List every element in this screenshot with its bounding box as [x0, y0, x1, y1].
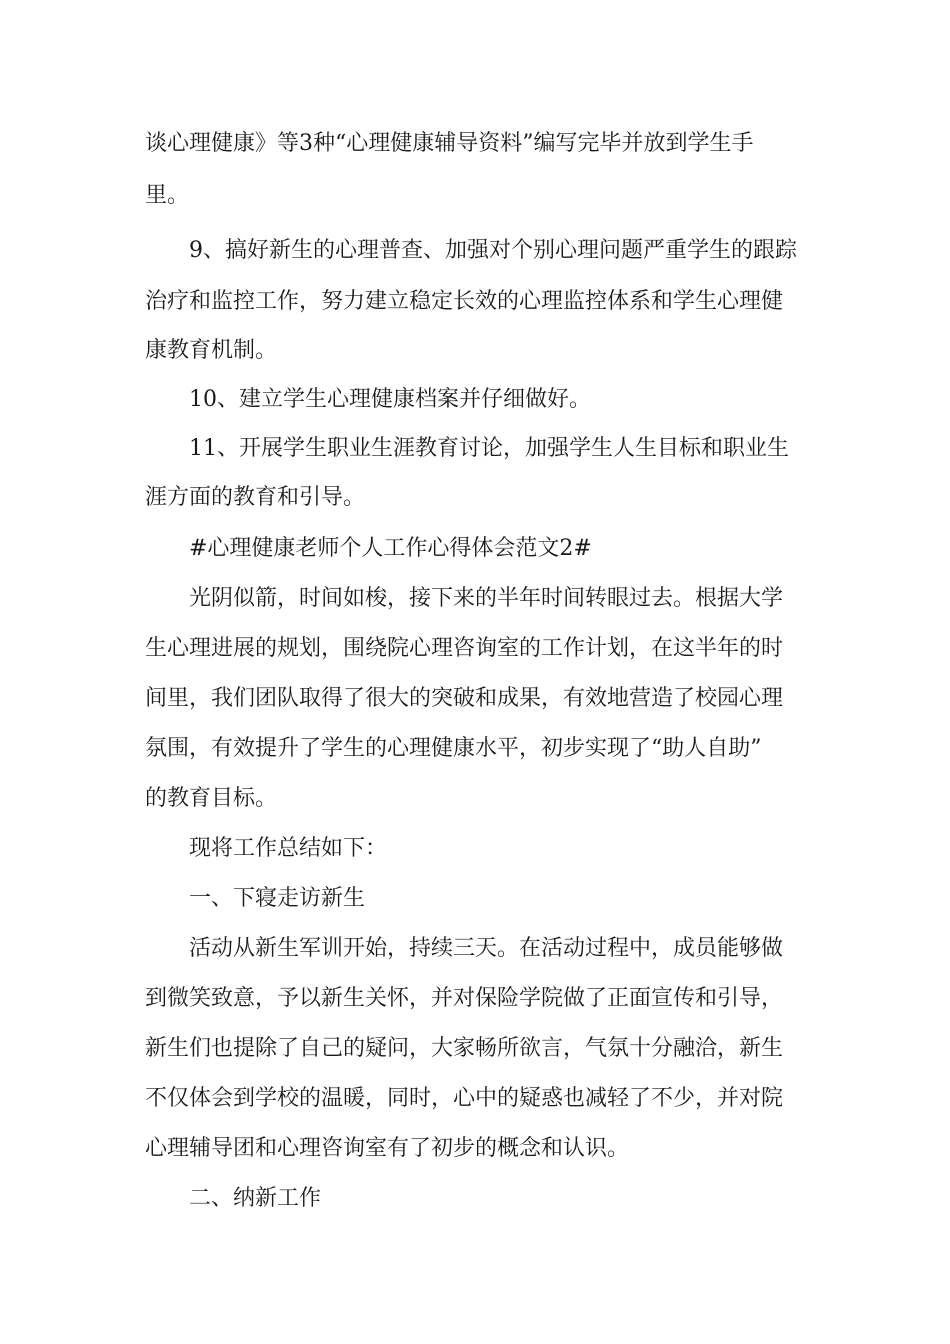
- paragraph-line: 10、建立学生心理健康档案并仔细做好。: [189, 387, 591, 412]
- section-heading: 二、纳新工作: [189, 1186, 322, 1211]
- paragraph-line: 心理辅导团和心理咨询室有了初步的概念和认识。: [145, 1136, 630, 1161]
- paragraph-line: 间里，我们团队取得了很大的突破和成果，有效地营造了校园心理: [145, 686, 784, 711]
- paragraph-line: 11、开展学生职业生涯教育讨论，加强学生人生目标和职业生: [189, 436, 789, 461]
- paragraph-line: 光阴似箭，时间如梭，接下来的半年时间转眼过去。根据大学: [189, 586, 784, 611]
- paragraph-line: 涯方面的教育和引导。: [145, 485, 366, 510]
- section-heading: 一、下寝走访新生: [189, 886, 366, 911]
- paragraph-line: 现将工作总结如下：: [189, 836, 388, 861]
- paragraph-line: 谈心理健康》等3种“心理健康辅导资料”编写完毕并放到学生手: [145, 131, 754, 156]
- paragraph-line: 里。: [145, 183, 190, 208]
- paragraph-line: 生心理进展的规划，围绕院心理咨询室的工作计划，在这半年的时: [145, 636, 784, 661]
- paragraph-line: 治疗和监控工作，努力建立稳定长效的心理监控体系和学生心理健: [145, 289, 784, 314]
- paragraph-line: 新生们也提除了自己的疑问，大家畅所欲言，气氛十分融洽，新生: [145, 1036, 784, 1061]
- paragraph-line: 活动从新生军训开始，持续三天。在活动过程中，成员能够做: [189, 936, 784, 961]
- section-heading: #心理健康老师个人工作心得体会范文2#: [189, 536, 592, 561]
- paragraph-line: 的教育目标。: [145, 786, 278, 811]
- paragraph-line: 到微笑致意，予以新生关怀，并对保险学院做了正面宣传和引导，: [145, 986, 784, 1011]
- paragraph-line: 氛围，有效提升了学生的心理健康水平，初步实现了“助人自助”: [145, 736, 762, 761]
- paragraph-line: 不仅体会到学校的温暖，同时，心中的疑惑也减轻了不少，并对院: [145, 1086, 784, 1111]
- paragraph-line: 9、搞好新生的心理普查、加强对个别心理问题严重学生的跟踪: [189, 238, 797, 263]
- paragraph-line: 康教育机制。: [145, 338, 278, 363]
